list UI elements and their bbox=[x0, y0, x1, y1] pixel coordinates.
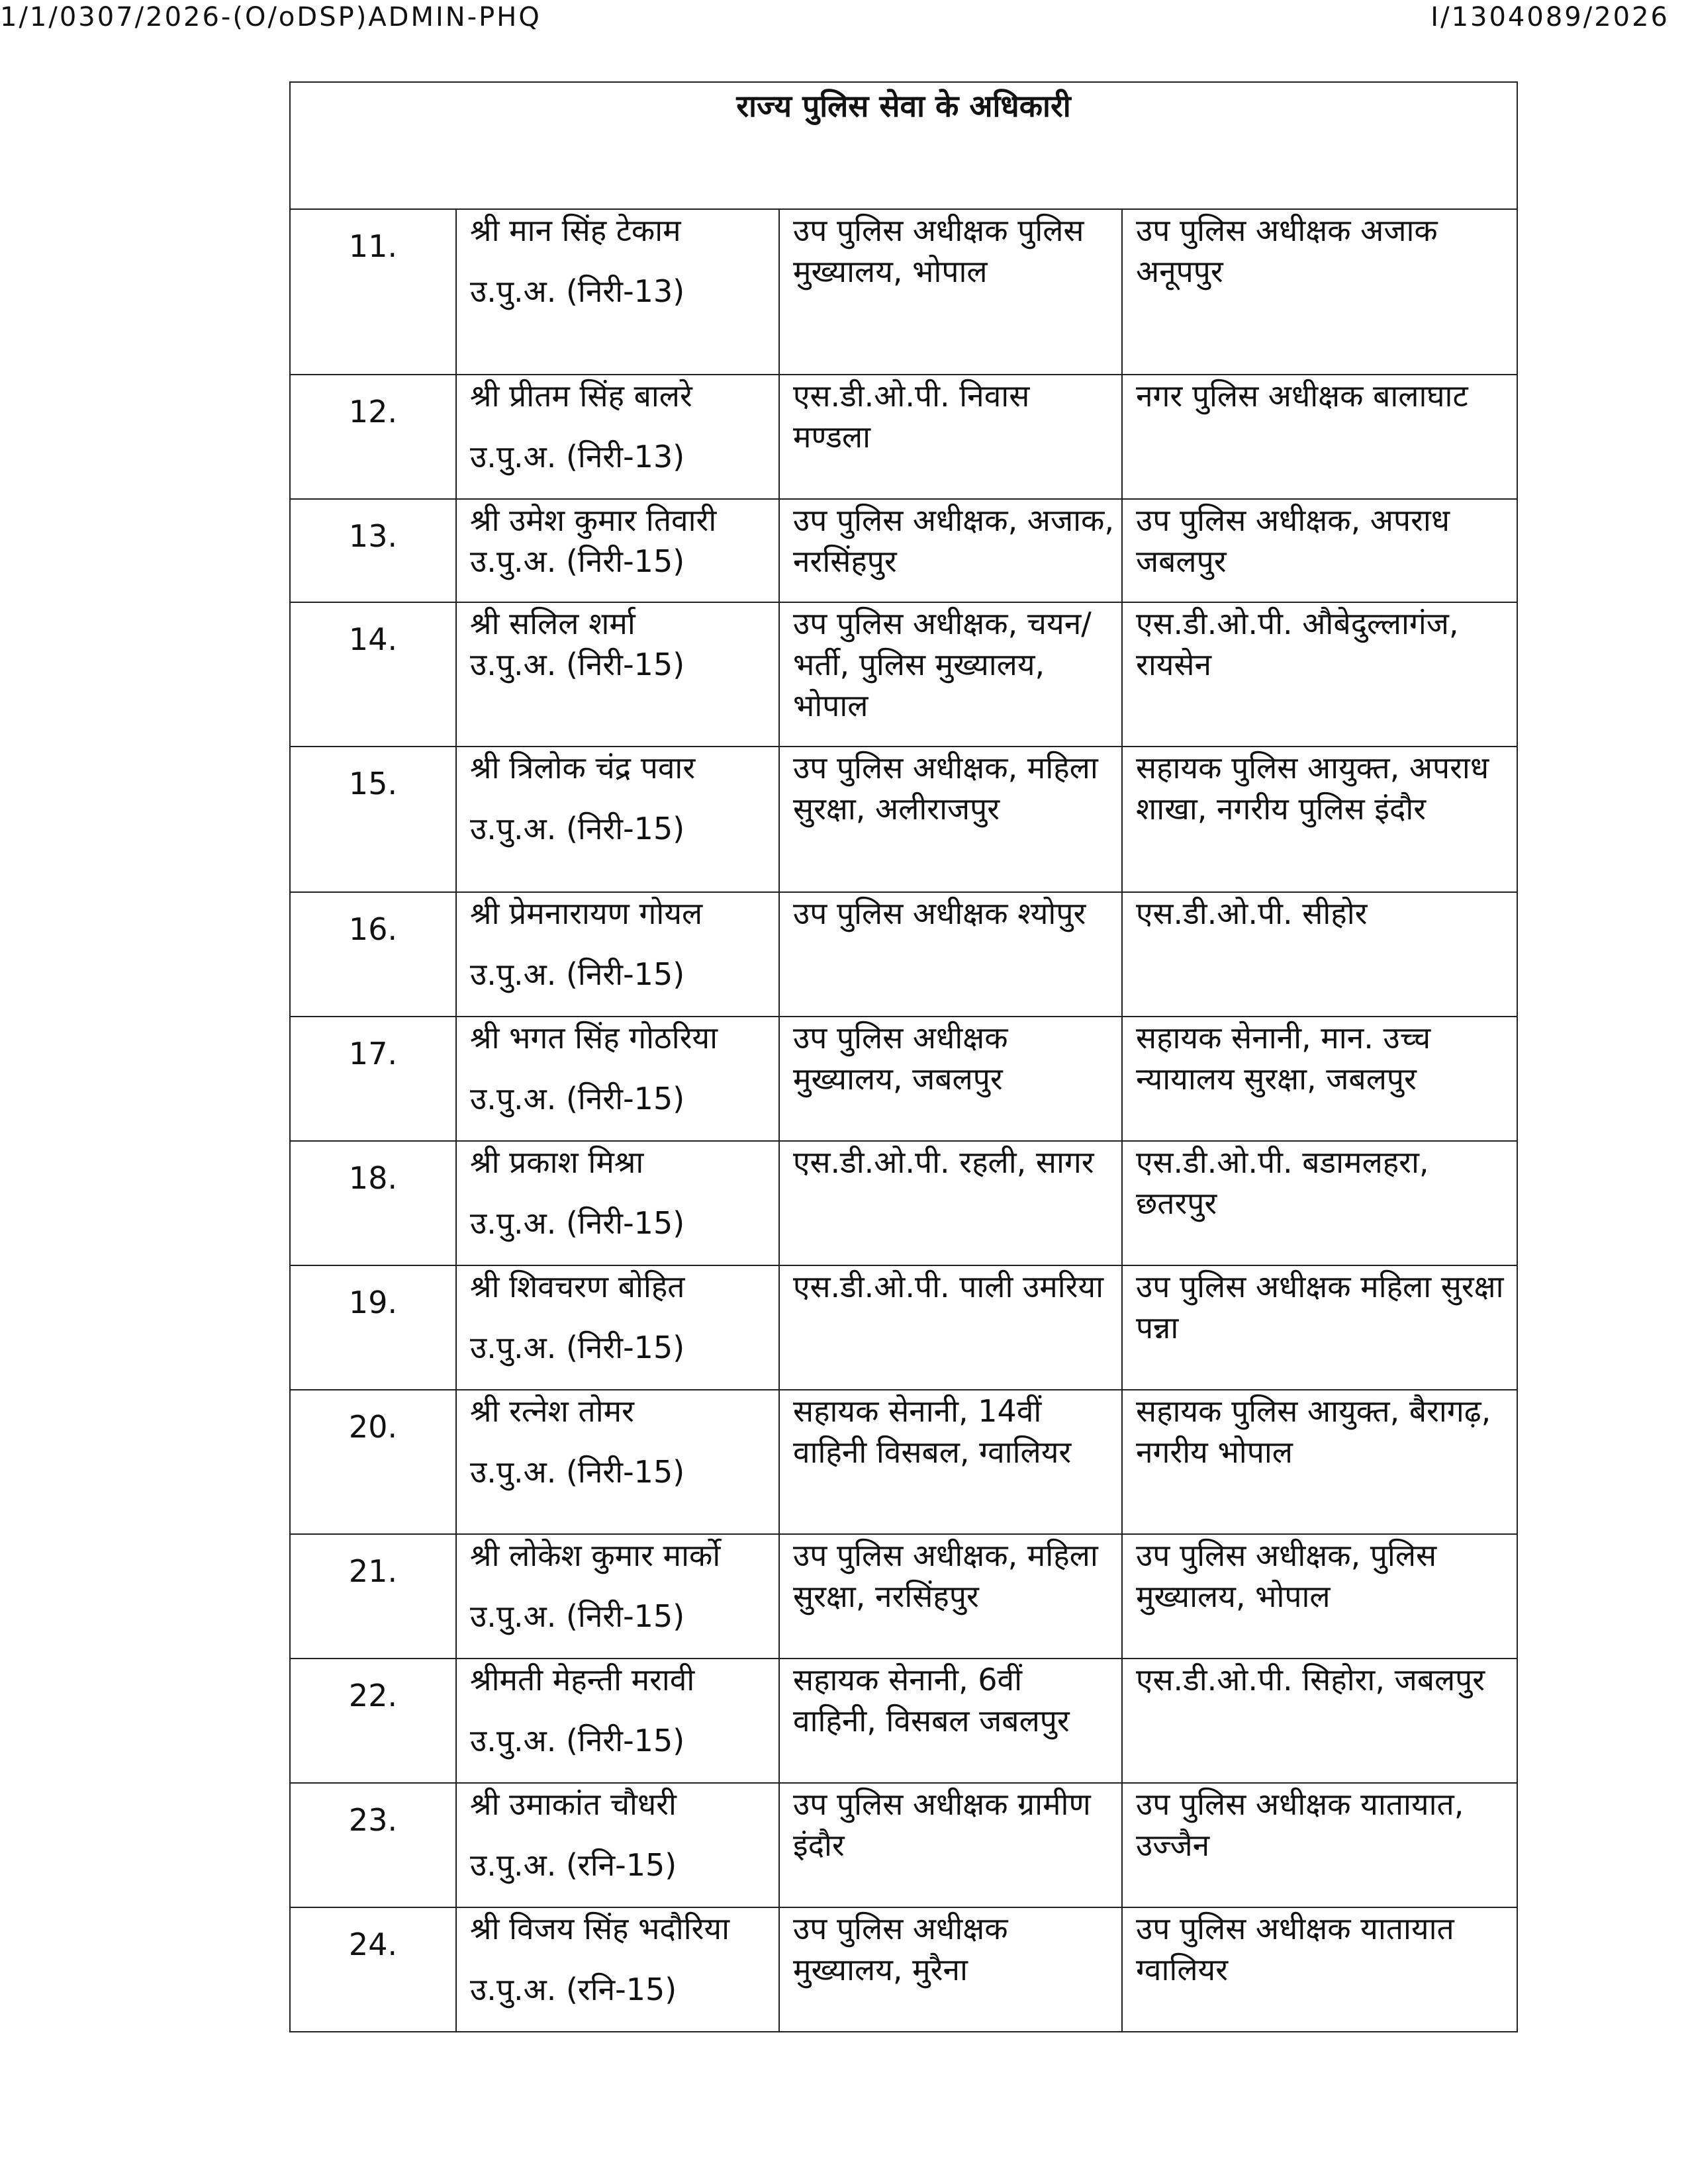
officer-rank: उ.पु.अ. (रनि-15) bbox=[470, 1847, 677, 1883]
table-row bbox=[290, 1907, 1517, 2032]
officer-rank: उ.पु.अ. (निरी-15) bbox=[470, 647, 685, 682]
officer-cell bbox=[456, 1390, 779, 1534]
current-posting: एस.डी.ओ.पी. निवास मण्डला bbox=[793, 378, 1030, 455]
officer-name: श्री प्रेमनारायण गोयल bbox=[470, 895, 703, 931]
officer-cell bbox=[456, 1907, 779, 2032]
current-posting-cell bbox=[779, 375, 1122, 499]
new-posting-cell bbox=[1122, 1265, 1517, 1390]
current-posting-cell bbox=[779, 1141, 1122, 1265]
officer-rank: उ.पु.अ. (निरी-15) bbox=[470, 1081, 685, 1116]
new-posting: उप पुलिस अधीक्षक अजाक अनूपपुर bbox=[1136, 212, 1438, 289]
table-row bbox=[290, 1141, 1517, 1265]
current-posting: उप पुलिस अधीक्षक ग्रामीण इंदौर bbox=[793, 1786, 1091, 1863]
serial-number-cell bbox=[290, 892, 456, 1017]
new-posting-cell bbox=[1122, 1783, 1517, 1907]
serial-number: 13. bbox=[348, 518, 398, 554]
document-reference-left: 1/1/0307/2026-(O/oDSP)ADMIN-PHQ bbox=[0, 2, 541, 32]
new-posting-cell bbox=[1122, 1907, 1517, 2032]
current-posting-cell bbox=[779, 747, 1122, 892]
current-posting-cell bbox=[779, 1534, 1122, 1659]
serial-number: 23. bbox=[348, 1802, 398, 1838]
current-posting: उप पुलिस अधीक्षक श्योपुर bbox=[793, 895, 1086, 931]
current-posting: उप पुलिस अधीक्षक मुख्यालय, मुरैना bbox=[793, 1911, 1008, 1987]
officer-name: श्री रत्नेश तोमर bbox=[470, 1393, 634, 1429]
officer-rank: उ.पु.अ. (निरी-15) bbox=[470, 1723, 685, 1758]
serial-number: 11. bbox=[348, 228, 398, 264]
new-posting: उप पुलिस अधीक्षक, पुलिस मुख्यालय, भोपाल bbox=[1136, 1537, 1437, 1614]
officer-name: श्री प्रीतम सिंह बालरे bbox=[470, 378, 692, 414]
current-posting-cell bbox=[779, 1265, 1122, 1390]
serial-number-cell bbox=[290, 1534, 456, 1659]
officer-rank: उ.पु.अ. (निरी-15) bbox=[470, 1330, 685, 1365]
new-posting-cell bbox=[1122, 499, 1517, 602]
serial-number: 19. bbox=[348, 1285, 398, 1320]
new-posting: सहायक पुलिस आयुक्त, अपराध शाखा, नगरीय पुलिस इंदौर bbox=[1136, 750, 1489, 827]
current-posting-cell bbox=[779, 892, 1122, 1017]
serial-number-cell bbox=[290, 1907, 456, 2032]
officer-cell bbox=[456, 892, 779, 1017]
officer-name: श्री त्रिलोक चंद्र पवार bbox=[470, 750, 696, 786]
current-posting: उप पुलिस अधीक्षक, महिला सुरक्षा, नरसिंहपुर bbox=[793, 1537, 1098, 1614]
officer-name: श्री सलिल शर्मा bbox=[470, 606, 635, 641]
table-title-cell bbox=[290, 82, 1517, 209]
new-posting-cell bbox=[1122, 602, 1517, 747]
table-row bbox=[290, 1783, 1517, 1907]
new-posting-cell bbox=[1122, 747, 1517, 892]
new-posting: एस.डी.ओ.पी. सिहोरा, जबलपुर bbox=[1136, 1662, 1485, 1698]
serial-number: 12. bbox=[348, 394, 398, 430]
new-posting-cell bbox=[1122, 1390, 1517, 1534]
table-row bbox=[290, 892, 1517, 1017]
officer-cell bbox=[456, 1783, 779, 1907]
serial-number-cell bbox=[290, 602, 456, 747]
new-posting-cell bbox=[1122, 892, 1517, 1017]
officer-name: श्री विजय सिंह भदौरिया bbox=[470, 1911, 730, 1946]
new-posting: नगर पुलिस अधीक्षक बालाघाट bbox=[1136, 378, 1468, 414]
table-row bbox=[290, 375, 1517, 499]
current-posting-cell bbox=[779, 1783, 1122, 1907]
new-posting: उप पुलिस अधीक्षक महिला सुरक्षा पन्ना bbox=[1136, 1269, 1504, 1345]
current-posting-cell bbox=[779, 1659, 1122, 1783]
serial-number: 18. bbox=[348, 1160, 398, 1196]
new-posting: एस.डी.ओ.पी. बडामलहरा, छतरपुर bbox=[1136, 1144, 1429, 1221]
officer-cell bbox=[456, 747, 779, 892]
serial-number: 22. bbox=[348, 1678, 398, 1713]
new-posting-cell bbox=[1122, 375, 1517, 499]
serial-number-cell bbox=[290, 499, 456, 602]
current-posting: उप पुलिस अधीक्षक, महिला सुरक्षा, अलीराजपुर bbox=[793, 750, 1098, 827]
officer-cell bbox=[456, 209, 779, 375]
serial-number-cell bbox=[290, 1390, 456, 1534]
table-row bbox=[290, 747, 1517, 892]
current-posting-cell bbox=[779, 602, 1122, 747]
officer-name: श्री लोकेश कुमार मार्को bbox=[470, 1537, 721, 1573]
table-row bbox=[290, 1659, 1517, 1783]
officer-name: श्री प्रकाश मिश्रा bbox=[470, 1144, 644, 1180]
serial-number: 24. bbox=[348, 1927, 398, 1962]
current-posting-cell bbox=[779, 1017, 1122, 1141]
current-posting: उप पुलिस अधीक्षक मुख्यालय, जबलपुर bbox=[793, 1020, 1008, 1097]
new-posting: उप पुलिस अधीक्षक, अपराध जबलपुर bbox=[1136, 502, 1450, 579]
document-reference-right: I/1304089/2026 bbox=[1430, 2, 1669, 32]
table-title-row bbox=[290, 82, 1517, 209]
new-posting: एस.डी.ओ.पी. सीहोर bbox=[1136, 895, 1368, 931]
serial-number-cell bbox=[290, 1265, 456, 1390]
officer-rank: उ.पु.अ. (निरी-15) bbox=[470, 811, 685, 846]
officers-table bbox=[289, 81, 1518, 2032]
officer-rank: उ.पु.अ. (निरी-13) bbox=[470, 439, 685, 475]
officer-rank: उ.पु.अ. (निरी-15) bbox=[470, 1454, 685, 1490]
officer-cell bbox=[456, 1141, 779, 1265]
officer-name: श्रीमती मेहन्ती मरावी bbox=[470, 1662, 695, 1698]
officer-cell bbox=[456, 499, 779, 602]
current-posting: सहायक सेनानी, 6वीं वाहिनी, विसबल जबलपुर bbox=[793, 1662, 1070, 1739]
current-posting: एस.डी.ओ.पी. रहली, सागर bbox=[793, 1144, 1094, 1180]
officer-cell bbox=[456, 375, 779, 499]
officer-cell bbox=[456, 602, 779, 747]
current-posting: उप पुलिस अधीक्षक, चयन/भर्ती, पुलिस मुख्यालय, भोपाल bbox=[793, 606, 1092, 723]
table-row bbox=[290, 1534, 1517, 1659]
officer-rank: उ.पु.अ. (निरी-15) bbox=[470, 543, 685, 579]
new-posting-cell bbox=[1122, 1141, 1517, 1265]
new-posting: उप पुलिस अधीक्षक यातायात, उज्जैन bbox=[1136, 1786, 1464, 1863]
serial-number-cell bbox=[290, 1141, 456, 1265]
officer-cell bbox=[456, 1017, 779, 1141]
serial-number: 20. bbox=[348, 1409, 398, 1445]
serial-number-cell bbox=[290, 1017, 456, 1141]
serial-number-cell bbox=[290, 375, 456, 499]
officer-name: श्री शिवचरण बोहित bbox=[470, 1269, 685, 1304]
table-row bbox=[290, 209, 1517, 375]
new-posting-cell bbox=[1122, 1659, 1517, 1783]
current-posting-cell bbox=[779, 209, 1122, 375]
officer-name: श्री उमेश कुमार तिवारी bbox=[470, 502, 717, 538]
new-posting-cell bbox=[1122, 1017, 1517, 1141]
current-posting-cell bbox=[779, 499, 1122, 602]
table-row bbox=[290, 602, 1517, 747]
table-title: राज्य पुलिस सेवा के अधिकारी bbox=[736, 88, 1071, 124]
new-posting: एस.डी.ओ.पी. औबेदुल्लागंज, रायसेन bbox=[1136, 606, 1459, 682]
serial-number-cell bbox=[290, 1659, 456, 1783]
serial-number-cell bbox=[290, 1783, 456, 1907]
new-posting: सहायक पुलिस आयुक्त, बैरागढ़, नगरीय भोपाल bbox=[1136, 1393, 1491, 1470]
serial-number: 21. bbox=[348, 1553, 398, 1589]
current-posting: उप पुलिस अधीक्षक, अजाक, नरसिंहपुर bbox=[793, 502, 1114, 579]
table-row bbox=[290, 1017, 1517, 1141]
officer-cell bbox=[456, 1265, 779, 1390]
current-posting-cell bbox=[779, 1907, 1122, 2032]
officer-rank: उ.पु.अ. (निरी-13) bbox=[470, 273, 685, 309]
serial-number: 16. bbox=[348, 911, 398, 947]
current-posting: एस.डी.ओ.पी. पाली उमरिया bbox=[793, 1269, 1104, 1304]
serial-number-cell bbox=[290, 747, 456, 892]
serial-number: 17. bbox=[348, 1036, 398, 1071]
officer-rank: उ.पु.अ. (रनि-15) bbox=[470, 1972, 677, 2007]
officer-name: श्री उमाकांत चौधरी bbox=[470, 1786, 677, 1822]
current-posting: सहायक सेनानी, 14वीं वाहिनी विसबल, ग्वालियर bbox=[793, 1393, 1072, 1470]
table-row bbox=[290, 1390, 1517, 1534]
new-posting-cell bbox=[1122, 209, 1517, 375]
current-posting: उप पुलिस अधीक्षक पुलिस मुख्यालय, भोपाल bbox=[793, 212, 1084, 289]
new-posting: सहायक सेनानी, मान. उच्च न्यायालय सुरक्षा, जबलपुर bbox=[1136, 1020, 1431, 1097]
current-posting-cell bbox=[779, 1390, 1122, 1534]
officer-rank: उ.पु.अ. (निरी-15) bbox=[470, 956, 685, 992]
serial-number-cell bbox=[290, 209, 456, 375]
officer-cell bbox=[456, 1659, 779, 1783]
table-row bbox=[290, 1265, 1517, 1390]
officer-name: श्री भगत सिंह गोठरिया bbox=[470, 1020, 718, 1056]
officer-name: श्री मान सिंह टेकाम bbox=[470, 212, 681, 248]
serial-number: 14. bbox=[348, 621, 398, 657]
officer-rank: उ.पु.अ. (निरी-15) bbox=[470, 1205, 685, 1241]
officer-cell bbox=[456, 1534, 779, 1659]
officer-rank: उ.पु.अ. (निरी-15) bbox=[470, 1598, 685, 1634]
new-posting-cell bbox=[1122, 1534, 1517, 1659]
table-row bbox=[290, 499, 1517, 602]
serial-number: 15. bbox=[348, 766, 398, 801]
new-posting: उप पुलिस अधीक्षक यातायात ग्वालियर bbox=[1136, 1911, 1454, 1987]
